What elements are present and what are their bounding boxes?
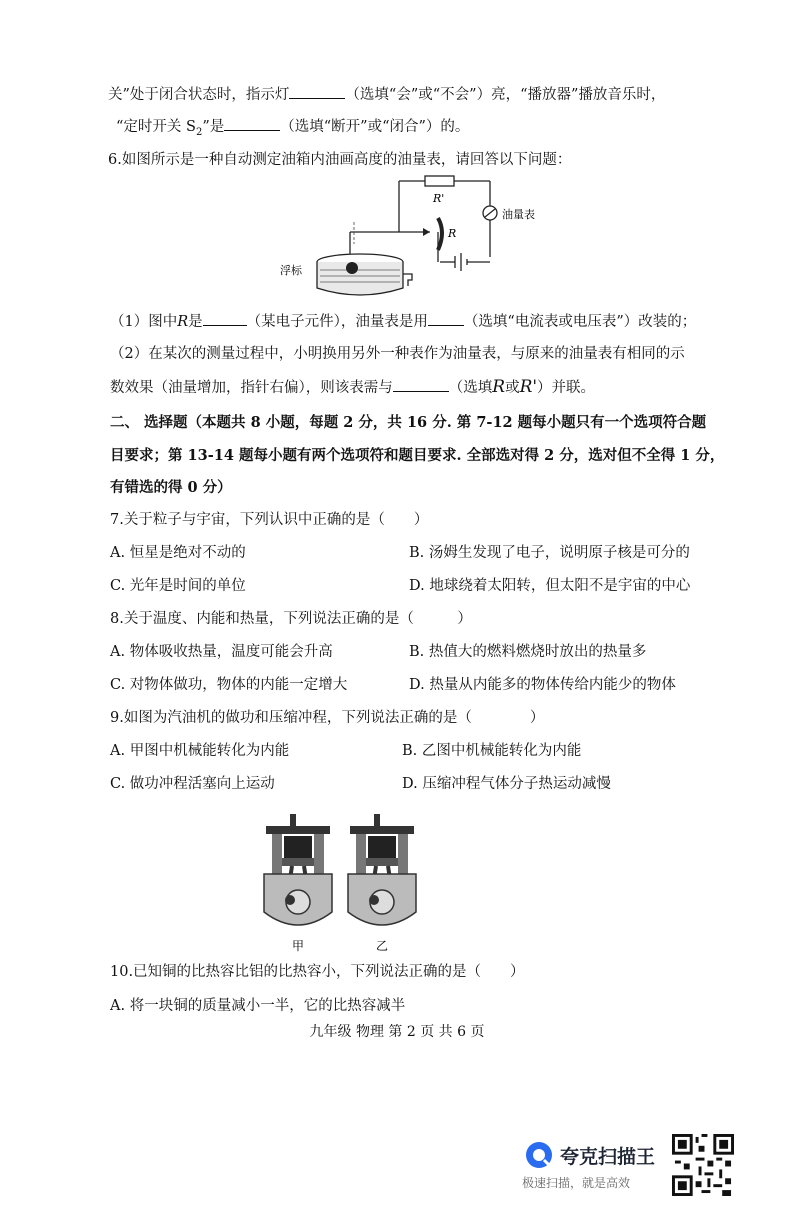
q8-option-a[interactable]: A. 物体吸收热量，温度可能会升高 [110, 644, 333, 660]
q6-text: （选填“电流表或电压表”）改装的； [463, 314, 697, 330]
q6-text: 数效果（油量增加，指针右偏），则该表需与 [110, 380, 393, 396]
q9-option-b[interactable]: B. 乙图中机械能转化为内能 [402, 743, 582, 759]
q5-line1 [108, 84, 665, 105]
section2-line1: 二、 选择题（本题共 8 小题，每题 2 分，共 16 分. 第 7-12 题每小题只有一个选项符合题 [110, 414, 707, 431]
qr-code-icon [672, 1134, 734, 1196]
label-r-prime: R' [433, 192, 445, 205]
q7-option-c[interactable]: C. 光年是时间的单位 [110, 578, 246, 594]
q5-text: （选填“会”或“不会”）亮，“播放器”播放音乐时， [345, 87, 666, 103]
engine-label-right: 乙 [376, 939, 389, 952]
q6-text: （1）图中 [110, 314, 178, 330]
q10-option-a[interactable]: A. 将一块铜的质量减小一半，它的比热容减半 [110, 998, 406, 1014]
symbol-r: R [492, 377, 506, 397]
q5-text: ”是 [202, 119, 225, 135]
oil-gauge-figure [280, 170, 560, 300]
q5-text: （选填“断开”或“闭合”）的。 [280, 119, 470, 135]
answer-blank[interactable] [203, 311, 247, 326]
answer-blank[interactable] [393, 377, 449, 392]
q5-subscript: 2 [195, 126, 203, 138]
q6-part1 [110, 311, 696, 332]
engine-label-left: 甲 [292, 939, 305, 952]
q6-text: 或 [505, 380, 520, 396]
symbol-r: R [177, 314, 189, 330]
q7-option-d[interactable]: D. 地球绕着太阳转，但太阳不是宇宙的中心 [409, 578, 691, 594]
engine-right [348, 814, 416, 925]
q7-option-b[interactable]: B. 汤姆生发现了电子，说明原子核是可分的 [409, 545, 690, 561]
q5-text: “定时开关 S [116, 119, 196, 135]
q8-option-b[interactable]: B. 热值大的燃料燃烧时放出的热量多 [409, 644, 647, 660]
section2-line2: 目要求；第 13-14 题每小题有两个选项符和题目要求. 全部选对得 2 分，选对但不全得 1 分， [110, 447, 725, 464]
resistor-r-prime [425, 176, 454, 186]
q8-option-c[interactable]: C. 对物体做功，物体的内能一定增大 [110, 677, 348, 693]
q6-text: ）并联。 [537, 380, 596, 396]
answer-blank[interactable] [224, 116, 280, 131]
float-icon [346, 262, 358, 274]
q6-stem: 6.如图所示是一种自动测定油箱内油画高度的油量表，请回答以下问题： [108, 152, 572, 168]
symbol-r-prime: R' [519, 377, 538, 397]
answer-blank[interactable] [289, 84, 345, 99]
q8-stem: 8.关于温度、内能和热量，下列说法正确的是（ ） [110, 611, 472, 627]
label-float: 浮标 [280, 264, 302, 277]
watermark-tagline: 极速扫描，就是高效 [522, 1176, 631, 1190]
label-r: R [448, 227, 457, 240]
q6-part2-line2 [110, 377, 595, 398]
quark-logo-icon [524, 1140, 554, 1170]
watermark-brand: 夸克扫描王 [560, 1146, 656, 1168]
answer-blank[interactable] [428, 311, 464, 326]
q5-text: 关”处于闭合状态时，指示灯 [108, 87, 290, 103]
q6-part2-line1: （2）在某次的测量过程中，小明换用另外一种表作为油量表，与原来的油量表有相同的示 [110, 346, 685, 362]
q8-option-d[interactable]: D. 热量从内能多的物体传给内能少的物体 [409, 677, 676, 693]
page-footer: 九年级 物理 第 2 页 共 6 页 [309, 1024, 485, 1040]
q9-option-a[interactable]: A. 甲图中机械能转化为内能 [110, 743, 290, 759]
q6-text: （某电子元件），油量表是用 [246, 314, 428, 330]
label-meter: 油量表 [502, 208, 535, 221]
engine-left [264, 814, 332, 925]
q10-stem: 10.已知铜的比热容比铝的比热容小，下列说法正确的是（ ） [110, 964, 525, 980]
q7-option-a[interactable]: A. 恒星是绝对不动的 [110, 545, 246, 561]
q9-option-c[interactable]: C. 做功冲程活塞向上运动 [110, 776, 275, 792]
section2-line3: 有错选的得 0 分） [110, 479, 232, 496]
q9-stem: 9.如图为汽油机的做功和压缩冲程，下列说法正确的是（ ） [110, 710, 545, 726]
q6-text: 是 [188, 314, 203, 330]
q7-stem: 7.关于粒子与宇宙，下列认识中正确的是（ ） [110, 512, 429, 528]
q9-option-d[interactable]: D. 压缩冲程气体分子热运动减慢 [402, 776, 611, 792]
q5-line2 [116, 116, 469, 143]
q6-text: （选填 [448, 380, 493, 396]
engine-strokes-figure [258, 812, 438, 952]
